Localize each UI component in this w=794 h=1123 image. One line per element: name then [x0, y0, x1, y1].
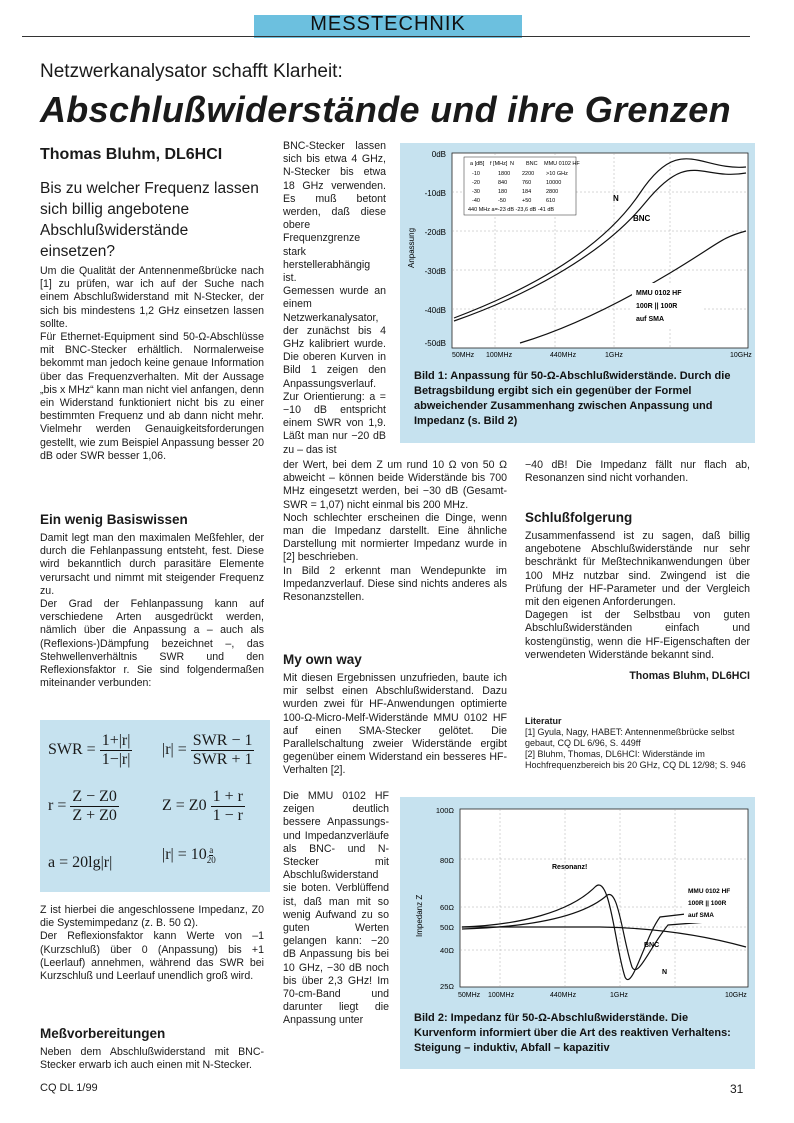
svg-text:N: N: [510, 161, 514, 167]
paragraph: Der Grad der Fehlanpassung kann auf verschiedene Arten ausgedrückt werden, nämlich über die Anpassung a – auch als (Reflexions-)Dämpfung bezeichnet –, das Stehwellenverhältnis SWR und den Reflexionsfaktor r. Sie sind folgendermaßen miteinander verbunden:: [40, 598, 264, 690]
paragraph: Der Reflexionsfaktor kann Werte von –1 (Kurzschluß) über 0 (Anpassung) bis +1 (Leerlauf) annehmen, während das SWR bei Kurzschluß und Leerlauf unendlich groß wird.: [40, 930, 264, 983]
article-kicker: Netzwerkanalysator schafft Klarheit:: [40, 61, 343, 82]
paragraph: Die MMU 0102 HF zeigen deutlich bessere Anpassungs- und Impedanzverläufe als BNC- und N-Stecker mit Abschlußwiderstand sie boten. Verblüffend ist, daß man mit so wenig Aufwand zu so guten Werten gelangen kann: −20 dB Anpassung bis bei 10 GHz, −30 dB noch bis über 2,3 GHz! Im 70-cm-Band und darunter liegt die Anpassung unter: [283, 790, 389, 1027]
svg-text:auf SMA: auf SMA: [636, 316, 664, 323]
column-3-mid: [525, 530, 750, 662]
formula-swr: SWR = $\frac{1+|r|}{1-|r|}$: [48, 732, 131, 768]
page-number: 31: [730, 1082, 744, 1096]
literature-item: [2] Bluhm, Thomas, DL6HCI: Widerstände im Hochfrequenzbereich bis 20 GHz, CQ DL 12/98; S. 946: [525, 749, 746, 770]
label-n: N: [662, 969, 668, 976]
data-table: [464, 157, 580, 215]
x-tick: 1GHz: [605, 352, 623, 359]
footer-issue: CQ DL 1/99: [40, 1082, 98, 1094]
paragraph: der Wert, bei dem Z um rund 10 Ω von 50 Ω abweicht – können beide Widerstände bis 700 MHz eingesetzt werden, bei −30 dB (Gesamt-SWR = 1,07) nicht einmal bis 200 MHz.: [283, 459, 507, 511]
y-tick: 80Ω: [440, 856, 454, 865]
column-2-mid: [283, 459, 507, 604]
paragraph: Mit diesen Ergebnissen unzufrieden, baute ich mir selbst einen Abschlußwiderstand. Dazu wurden zwei für HF-Anwendungen optimierte 100-Ω-Micro-Melf-Widerstände MMU 0102 HF auf einen SMA-Stecker gelötet. Die Parallelschaltung zweier Widerstände ergibt gegenüber einem Widerstand ein besseres HF-Verhalten [2].: [283, 672, 507, 777]
paragraph: Z ist hierbei die angeschlossene Impedanz, Z0 die Systemimpedanz (z. B. 50 Ω).: [40, 904, 264, 930]
paragraph: Gemessen wurde an einem Netzwerkanalysator, der zunächst bis 4 GHz kalibriert wurde. Die oberen Kurven in Bild 1 zeigen den Anpassungsverlauf.: [283, 285, 386, 390]
x-tick: 100MHz: [486, 352, 513, 359]
paragraph: Neben dem Abschlußwiderstand mit BNC-Stecker erwarb ich auch einen mit N-Stecker.: [40, 1046, 264, 1072]
figure-2-caption: Bild 2: Impedanz für 50-Ω-Abschlußwiderstände. Die Kurvenform informiert über die Art des reaktiven Verhaltens: Steigung – induktiv, Abfall – kapazitiv: [414, 1012, 731, 1054]
paragraph: BNC-Stecker lassen sich bis etwa 4 GHz, N-Stecker bis etwa 18 GHz verwenden. Es muß betont werden, daß diese obere Frequenzgrenze stark herstellerabhängig ist.: [283, 140, 386, 285]
y-tick: 100Ω: [435, 806, 454, 815]
svg-text:-10: -10: [472, 171, 480, 177]
paragraph: Damit legt man den maximalen Meßfehler, der durch die Fehlanpassung entsteht, fest. Diese wird bekanntlich durch parasitäre Elemente verursacht und nimmt mit steigender Frequenz zu.: [40, 532, 264, 597]
formula-r-from-a: |r| = 10 $^{\frac{a}{20}}$: [162, 845, 216, 865]
svg-text:840: 840: [498, 180, 508, 186]
label-mmu: [684, 881, 746, 923]
svg-text:-30: -30: [472, 189, 480, 195]
y-tick: 25Ω: [440, 982, 454, 991]
x-tick: 440MHz: [550, 992, 577, 999]
svg-text:MMU 0102 HF: MMU 0102 HF: [544, 161, 580, 167]
svg-text:180: 180: [498, 189, 508, 195]
header-rule: [22, 36, 750, 37]
literature-item: [1] Gyula, Nagy, HABET: Antennenmeßbrücke selbst gebaut, CQ DL 6/96, S. 449ff: [525, 727, 735, 748]
figure-1-caption: Bild 1: Anpassung für 50-Ω-Abschlußwiderstände. Durch die Betragsbildung ergibt sich ein gegenüber der Formel abweichender Zusammenhang zwischen Anpassung und Impedanz (s. Bild 2): [414, 370, 731, 427]
column-1-bottom: [40, 904, 264, 983]
label-resonanz: Resonanz!: [552, 864, 588, 871]
y-tick: -40dB: [424, 306, 446, 315]
label-mmu: [632, 283, 702, 327]
y-tick: 60Ω: [440, 903, 454, 912]
x-tick: 50MHz: [458, 992, 481, 999]
svg-text:610: 610: [546, 198, 556, 204]
svg-text:760: 760: [522, 180, 532, 186]
column-2-narrow: [283, 790, 389, 1028]
x-tick: 100MHz: [488, 992, 515, 999]
paragraph: Dagegen ist der Selbstbau von guten Abschlußwiderständen einfach und kostengünstig, wenn die HF-Eigenschaften der verwendeten Widerstände bekannt sind.: [525, 609, 750, 661]
svg-text:MMU 0102 HF: MMU 0102 HF: [636, 290, 682, 297]
label-bnc: BNC: [633, 214, 651, 223]
x-tick: 1GHz: [610, 992, 628, 999]
label-n: N: [613, 194, 619, 203]
heading-schlussfolgerung: Schlußfolgerung: [525, 510, 633, 525]
y-axis-label: Impedanz Z: [415, 894, 424, 937]
svg-text:+50: +50: [522, 198, 532, 204]
article-title: Abschlußwiderstände und ihre Grenzen: [40, 89, 731, 130]
svg-text:BNC: BNC: [526, 161, 538, 167]
formula-a: a = 20lg|r|: [48, 854, 113, 871]
figure-1-chart: [400, 143, 755, 361]
svg-text:-40: -40: [472, 198, 480, 204]
x-tick: 440MHz: [550, 352, 577, 359]
svg-text:100R || 100R: 100R || 100R: [636, 303, 678, 310]
figure-1: [400, 143, 755, 443]
formula-r-from-z: r = $\frac{Z - Z0}{Z + Z0}$: [48, 788, 117, 824]
svg-text:a [dB]: a [dB]: [470, 161, 485, 167]
column-3-top: [525, 459, 750, 485]
paragraph: Für Ethernet-Equipment sind 50-Ω-Abschlüsse mit BNC-Stecker erhältlich. Normalerweise bekommt man jedoch keine genaue Information über das Frequenzverhalten. Mit der Aussage „bis x MHz“ kann man nicht viel anfangen, denn ein Widerstand funktioniert nicht bis zu einer bestimmten Frequenz und ab dann nicht mehr. Vielmehr werden Genauigkeitsforderungen gestellt, wie zum Beispiel Anpassung besser 20 dB oder SWR besser 1,06.: [40, 331, 264, 462]
y-tick: 0dB: [431, 150, 446, 159]
label-bnc: BNC: [644, 942, 660, 949]
x-tick: 50MHz: [452, 352, 475, 359]
paragraph: −40 dB! Die Impedanz fällt nur flach ab, Resonanzen sind nicht vorhanden.: [525, 459, 750, 485]
literature: [525, 716, 750, 771]
y-tick: -30dB: [424, 267, 446, 276]
literature-title: Literatur: [525, 716, 562, 726]
heading-own-way: My own way: [283, 652, 362, 667]
paragraph: Zur Orientierung: a = −10 dB entspricht einem SWR von 1,9. Läßt man nur −20 dB zu – das ist: [283, 390, 386, 456]
svg-text:auf SMA: auf SMA: [688, 912, 714, 919]
svg-text:184: 184: [522, 189, 532, 195]
y-tick: 40Ω: [440, 946, 454, 955]
svg-text:-50: -50: [498, 198, 506, 204]
figure-2-chart: [400, 797, 755, 1002]
section-title: MESSTECHNIK: [310, 13, 466, 35]
svg-text:-20: -20: [472, 180, 480, 186]
svg-text:1800: 1800: [498, 171, 511, 177]
article-lead: Bis zu welcher Frequenz lassen sich billig angebotene Abschlußwiderstände einsetzen?: [40, 180, 259, 260]
column-1-top: [40, 265, 264, 463]
article-author: Thomas Bluhm, DL6HCI: [40, 146, 223, 163]
figure-2: [400, 797, 755, 1069]
column-2-top: [283, 140, 386, 457]
formula-z-from-r: Z = Z0 $\frac{1 + r}{1 - r}$: [162, 788, 243, 824]
svg-text:440 MHz a=-23 dB -23,6 dB -41: 440 MHz a=-23 dB -23,6 dB -41 dB: [468, 207, 555, 213]
y-tick: -50dB: [424, 339, 446, 348]
column-2-lower: [283, 672, 507, 778]
y-axis-label: Anpassung: [407, 227, 416, 268]
y-tick: -10dB: [424, 189, 446, 198]
svg-text:10000: 10000: [546, 180, 562, 186]
x-tick: 10GHz: [730, 352, 752, 359]
column-1-end: [40, 1046, 264, 1072]
heading-messvorbereitungen: Meßvorbereitungen: [40, 1026, 166, 1041]
svg-text:f [MHz]: f [MHz]: [490, 161, 508, 167]
paragraph: In Bild 2 erkennt man Wendepunkte im Impedanzverlauf. Diese sind nichts anderes als Resonanzstellen.: [283, 564, 507, 604]
signature: Thomas Bluhm, DL6HCI: [629, 670, 750, 682]
paragraph: Um die Qualität der Antennenmeßbrücke nach [1] zu prüfen, war ich auf der Suche nach einem Abschlußwiderstand mit N-Stecker, der sich bis mindestens 1,2 GHz einsetzen lassen sollte.: [40, 265, 264, 330]
y-tick: -20dB: [424, 228, 446, 237]
x-tick: 10GHz: [725, 992, 747, 999]
y-tick: 50Ω: [440, 923, 454, 932]
svg-text:2800: 2800: [546, 189, 559, 195]
svg-text:100R || 100R: 100R || 100R: [688, 900, 727, 907]
formula-box: [40, 720, 270, 892]
svg-text:MMU 0102 HF: MMU 0102 HF: [688, 888, 731, 895]
column-1-mid: [40, 532, 264, 690]
formula-r-from-swr: |r| = $\frac{\text{SWR − 1}}{\text{SWR + 1}}$: [162, 732, 253, 768]
svg-text:2200: 2200: [522, 171, 535, 177]
paragraph: Noch schlechter erscheinen die Dinge, wenn man die Impedanz darstellt. Eine ähnliche Darstellung mit normierter Impedanz wurde in [2] beschrieben.: [283, 511, 507, 564]
svg-text:>10 GHz: >10 GHz: [546, 171, 568, 177]
heading-basiswissen: Ein wenig Basiswissen: [40, 512, 188, 527]
paragraph: Zusammenfassend ist zu sagen, daß billig angebotene Abschlußwiderstände nur sehr beschränkt für Meßtechnikanwendungen über 100 MHz nutzbar sind. Zwingend ist die Prüfung der HF-Parameter und der Vergleich mit den eigenen Anforderungen.: [525, 530, 750, 609]
